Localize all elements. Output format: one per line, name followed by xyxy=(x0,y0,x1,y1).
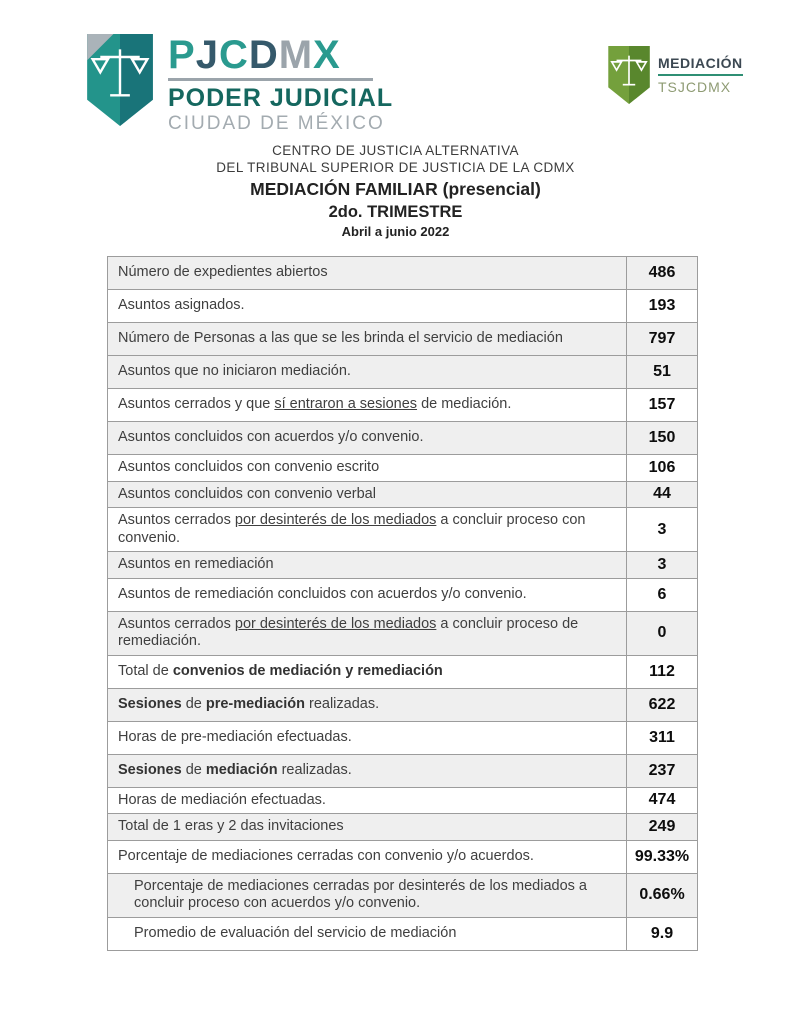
mediacion-text-block xyxy=(658,55,743,95)
label-segment: Asuntos cerrados xyxy=(118,512,235,528)
mediacion-title: MEDIACIÓN xyxy=(658,55,743,71)
label-segment: realizadas. xyxy=(277,761,352,778)
label-segment: Asuntos concluidos con acuerdos y/o convenio. xyxy=(118,429,424,446)
table-row xyxy=(108,689,697,722)
row-label xyxy=(108,552,626,578)
row-label xyxy=(108,841,626,873)
row-value: 9.9 xyxy=(626,918,697,950)
row-value: 622 xyxy=(626,689,697,721)
label-segment: de xyxy=(181,695,206,712)
table-row xyxy=(108,389,697,422)
row-value: 249 xyxy=(626,814,697,840)
report-header xyxy=(0,142,791,240)
label-segment: Número de expedientes abiertos xyxy=(118,264,328,281)
label-segment: Asuntos concluidos con convenio escrito xyxy=(118,459,380,475)
row-value: 51 xyxy=(626,356,697,388)
label-segment: Asuntos en remediación xyxy=(118,556,274,572)
statistics-table xyxy=(107,256,698,951)
label-segment: realizadas. xyxy=(304,695,380,712)
label-segment: de xyxy=(181,761,206,778)
label-segment: por desinterés de los mediados xyxy=(234,512,437,528)
tsjcdmx-text: TSJCDMX xyxy=(658,79,732,95)
table-row xyxy=(108,323,697,356)
label-segment: Asuntos concluidos con convenio verbal xyxy=(118,485,376,502)
table-row xyxy=(108,722,697,755)
label-segment: por desinterés de los mediados xyxy=(234,615,437,632)
label-segment: de mediación. xyxy=(417,396,512,413)
row-value: 237 xyxy=(626,755,697,787)
label-segment: Asuntos cerrados y que xyxy=(118,396,275,413)
mediacion-divider xyxy=(658,74,743,76)
row-label xyxy=(108,722,626,754)
pjcdmx-letter: M xyxy=(278,33,314,77)
table-row xyxy=(108,356,697,389)
label-segment: Horas de pre-mediación efectuadas. xyxy=(118,728,352,745)
row-label xyxy=(108,290,626,322)
row-label xyxy=(108,455,626,481)
label-segment: Número de Personas a las que se les brinda el servicio de mediación xyxy=(118,330,563,347)
row-label xyxy=(108,508,626,551)
row-value: 112 xyxy=(626,656,697,688)
row-value: 6 xyxy=(626,579,697,611)
row-label xyxy=(108,422,626,454)
table-row xyxy=(108,612,697,656)
table-row xyxy=(108,788,697,815)
row-value: 106 xyxy=(626,455,697,481)
label-segment: Asuntos cerrados xyxy=(118,615,235,632)
row-label xyxy=(108,656,626,688)
row-label xyxy=(108,323,626,355)
logo-divider xyxy=(168,78,373,81)
row-value: 0 xyxy=(626,612,697,655)
row-label xyxy=(108,755,626,787)
row-label xyxy=(108,482,626,508)
row-value: 150 xyxy=(626,422,697,454)
label-segment: Promedio de evaluación del servicio de mediación xyxy=(134,924,457,941)
row-value: 157 xyxy=(626,389,697,421)
row-label xyxy=(108,874,626,917)
row-value: 3 xyxy=(626,508,697,551)
row-label xyxy=(108,257,626,289)
pjcdmx-wordmark xyxy=(168,34,393,76)
label-segment: Porcentaje de mediaciones cerradas por desinterés de los mediados a concluir proceso con acuerdos y/o convenio. xyxy=(134,877,592,911)
table-row xyxy=(108,552,697,579)
report-trimester: 2do. TRIMESTRE xyxy=(328,203,463,221)
table-row xyxy=(108,579,697,612)
pjcdmx-letter: J xyxy=(195,33,219,77)
label-segment: Sesiones xyxy=(118,695,182,712)
report-period: Abril a junio 2022 xyxy=(341,224,450,239)
table-row xyxy=(108,508,697,552)
table-row xyxy=(108,814,697,841)
row-label xyxy=(108,612,626,655)
label-segment: Asuntos de remediación concluidos con acuerdos y/o convenio. xyxy=(118,585,527,602)
pjcdmx-wordmark-block xyxy=(168,34,393,135)
mediacion-shield-icon xyxy=(608,46,650,104)
pjcdmx-letter: P xyxy=(168,33,196,77)
table-row xyxy=(108,755,697,788)
table-row xyxy=(108,918,697,951)
table-row xyxy=(108,455,697,482)
row-value: 474 xyxy=(626,788,697,814)
label-segment: Sesiones xyxy=(118,761,182,778)
ciudad-de-mexico-text: CIUDAD DE MÉXICO xyxy=(168,113,385,134)
row-label xyxy=(108,389,626,421)
label-segment: mediación xyxy=(205,761,278,778)
label-segment: sí entraron a sesiones xyxy=(274,396,418,413)
row-value: 486 xyxy=(626,257,697,289)
poder-judicial-text: PODER JUDICIAL xyxy=(168,84,394,112)
pjcdmx-letter: X xyxy=(313,33,341,77)
label-segment: Total de xyxy=(118,662,173,679)
label-segment: Asuntos que no iniciaron mediación. xyxy=(118,363,351,380)
row-label xyxy=(108,788,626,814)
table-row xyxy=(108,482,697,509)
table-row xyxy=(108,422,697,455)
pjcdmx-letter: D xyxy=(248,33,279,77)
row-value: 44 xyxy=(626,482,697,508)
pjcdmx-letter: C xyxy=(218,33,249,77)
row-value: 3 xyxy=(626,552,697,578)
label-segment: pre-mediación xyxy=(205,695,305,712)
label-segment: Asuntos asignados. xyxy=(118,297,245,314)
row-value: 99.33% xyxy=(626,841,697,873)
mediacion-logo xyxy=(608,46,743,104)
label-segment: convenios de mediación y remediación xyxy=(172,662,443,679)
row-label xyxy=(108,918,626,950)
label-segment: a concluir proceso con convenio. xyxy=(118,512,590,546)
row-value: 797 xyxy=(626,323,697,355)
row-label xyxy=(108,356,626,388)
row-label xyxy=(108,814,626,840)
pjcdmx-logo xyxy=(86,34,393,135)
header-line-tribunal: DEL TRIBUNAL SUPERIOR DE JUSTICIA DE LA CDMX xyxy=(216,160,575,175)
table-row xyxy=(108,290,697,323)
row-label xyxy=(108,689,626,721)
table-row xyxy=(108,874,697,918)
report-title: MEDIACIÓN FAMILIAR (presencial) xyxy=(250,179,541,199)
table-row xyxy=(108,257,697,290)
label-segment: Porcentaje de mediaciones cerradas con convenio y/o acuerdos. xyxy=(118,847,534,864)
label-segment: Horas de mediación efectuadas. xyxy=(118,791,326,808)
row-value: 0.66% xyxy=(626,874,697,917)
scales-shield-icon xyxy=(86,34,154,126)
table-row xyxy=(108,656,697,689)
row-value: 193 xyxy=(626,290,697,322)
label-segment: Total de 1 eras y 2 das invitaciones xyxy=(118,818,344,834)
row-label xyxy=(108,579,626,611)
header-line-centro: CENTRO DE JUSTICIA ALTERNATIVA xyxy=(272,143,519,158)
label-segment: a concluir proceso de remediación. xyxy=(118,615,583,649)
table-row xyxy=(108,841,697,874)
row-value: 311 xyxy=(626,722,697,754)
